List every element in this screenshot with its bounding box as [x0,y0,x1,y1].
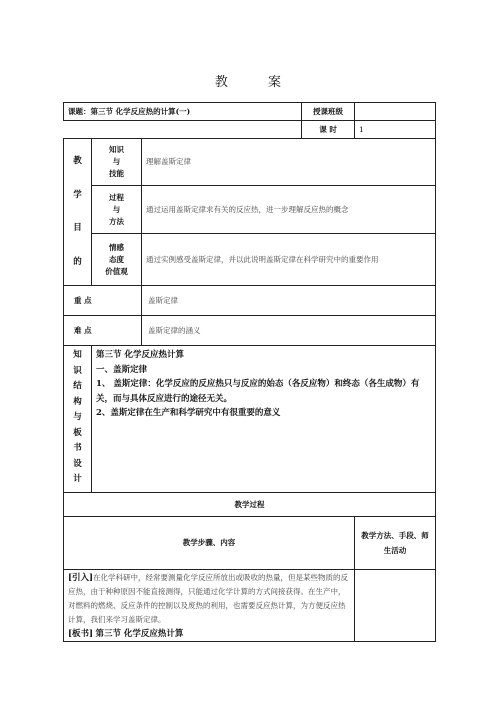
side-char: 书 [73,443,82,453]
board-tag: [板书] [68,629,94,639]
board-line: 2、盖斯定律在生产和科学研究中有很重要的意义 [96,408,281,418]
process-title: 教学过程 [64,493,436,517]
process-col-methods: 教学方法、手段、师生活动 [355,517,436,570]
difficulty-row [64,316,436,346]
board-line: 第三节 化学反应热计算 [96,350,184,360]
class-value [355,103,436,121]
objective-label-knowledge [92,139,142,186]
side-char: 教 [73,156,82,166]
document-title: 教 案 [214,75,300,90]
board-line: 一、盖斯定律 [96,364,148,375]
board-side-label [64,346,92,493]
label-line: 技能 [109,169,124,178]
process-methods-cell [355,570,436,642]
hours-row [64,121,436,139]
side-char: 设 [73,458,82,469]
side-char: 构 [73,396,82,407]
label-line: 知识 [109,145,124,154]
hours-label: 课 时 [302,121,355,139]
label-line: 情感 [109,242,124,252]
class-label: 授课班级 [302,103,355,121]
topic-label: 课题：第三节 化学反应热的计算(一) [64,103,302,121]
objective-text-knowledge: 理解盖斯定律 [142,139,436,186]
hours-value: 1 [355,121,436,139]
key-point-text: 盖斯定律 [142,286,436,316]
label-line: 过程 [109,192,124,202]
side-char: 目 [73,223,82,233]
objective-text-attitude: 通过实例感受盖斯定律，并以此说明盖斯定律在科学研究中的重要作用 [142,234,436,286]
key-point-label: 重 点 [64,286,142,316]
intro-tag: [引入] [68,573,94,583]
board-paragraph [68,627,350,641]
label-line: 与 [112,157,121,166]
intro-paragraph [68,571,350,627]
objective-row-knowledge [64,139,436,186]
side-char: 识 [73,365,82,376]
objective-text-process: 通过运用盖斯定律求有关的反应热，进一步理解反应热的概念 [142,186,436,234]
process-content-row [64,570,436,642]
side-char: 计 [73,474,82,484]
board-text: 第三节 化学反应热计算 [95,629,184,639]
objective-label-process [92,186,142,234]
hours-spacer [64,121,302,139]
objective-label-attitude [92,234,142,286]
board-content [92,346,436,493]
label-line: 与 [112,204,121,214]
board-design-row [64,346,436,493]
difficulty-text: 盖斯定律的涵义 [142,316,436,346]
side-char: 知 [73,350,82,360]
side-char: 板 [73,427,82,438]
difficulty-label: 难 点 [64,316,142,346]
process-content [64,570,355,642]
key-point-row [64,286,436,316]
process-title-row [64,493,436,517]
intro-text: 在化学科研中，经常要测量化学反应所放出或吸收的热量，但是某些物质的反应热，由于种种原因不能直接测得，只能通过化学计算的方式间接获得。在生产中，对燃料的燃烧、反应条件的控制以及废热的利用，也需要反应热计算，为方便反应热计算，我们来学习盖斯定律。 [68,573,349,624]
topic-row [64,103,436,121]
label-line: 方法 [109,216,124,226]
side-char: 的 [73,256,82,267]
label-line: 价值观 [105,266,128,276]
side-char: 学 [73,189,82,200]
objectives-side-label [64,139,92,286]
objective-row-process [64,186,436,234]
label-line: 态度 [109,254,124,264]
lesson-plan-table [63,102,436,642]
process-header-row [64,517,436,570]
objective-row-attitude [64,234,436,286]
side-char: 与 [73,412,82,422]
process-col-steps: 教学步骤、内容 [64,517,355,570]
board-line: 1、 盖斯定律：化学反应的反应热只与反应的始态（各反应物）和终态（各生成物）有关，而与具体反应进行的途径无关。 [96,379,420,404]
side-char: 结 [73,381,82,391]
